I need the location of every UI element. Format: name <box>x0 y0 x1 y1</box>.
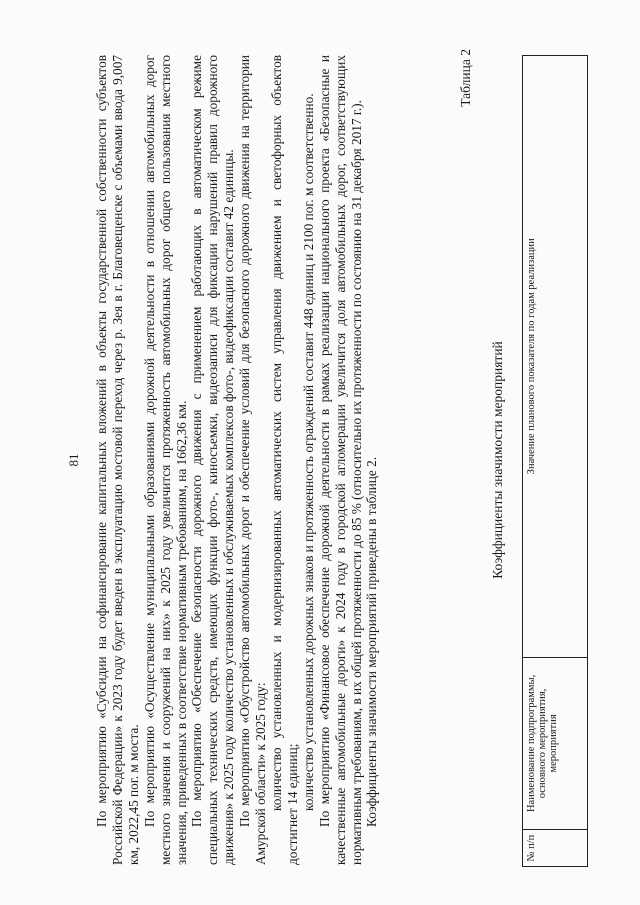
coefficients-table <box>522 55 588 867</box>
paragraph: По мероприятию «Субсидии на софинансирование капитальных вложений в объекты государственной собственности субъектов Российской Федерации» к 2023 году будет введен в эксплуатацию мостовой переход через р. Зея в г. Благовещенске с объемами ввода 9,007 км, 2022,45 пог. м моста. <box>94 55 141 865</box>
body-text <box>94 55 380 865</box>
paragraph: По мероприятию «Финансовое обеспечение дорожной деятельности в рамках реализации национального проекта «Безопасные и качественные автомобильные дороги» к 2024 году в городской агломерации увеличится доля автомобильных дорог, соответствующих нормативным требованиям, в их общей протяженности до 85 % (относительно их протяженности по состоянию на 31 декабря 2017 г.). <box>316 55 364 865</box>
paragraph: По мероприятию «Осуществление муниципальными образованиями дорожной деятельности в отношении автомобильных дорог местного значения и сооружений на них» к 2025 году увеличится протяженность автомобильных дорог общего пользования местного значения, приведенных в соответствие нормативным требованиям, на 1662,36 км. <box>141 55 189 865</box>
paragraph: Коэффициенты значимости мероприятий приведены в таблице 2. <box>364 456 380 827</box>
paragraph: количество установленных и модернизированных автоматических систем управления движением и светофорных объектов достигнет 14 единиц; <box>268 55 300 865</box>
table-header-row <box>523 56 588 867</box>
paragraph: По мероприятию «Обустройство автомобильных дорог и обеспечение условий для безопасного дорожного движения на территории Амурской области» к 2025 году: <box>237 55 269 865</box>
page-number: 81 <box>66 453 81 467</box>
paragraph: количество установленных дорожных знаков и протяженность ограждений составит 448 единиц и 2100 пог. м соответственно. <box>300 93 316 811</box>
paragraph: По мероприятию «Обеспечение безопасности дорожного движения с применением работающих в автоматическом режиме специальных технических средств, имеющих функции фото-, киносъемки, видеозаписи для фиксации нарушений правил дорожного движения» к 2025 году количество установленных и обслуживаемых комплексов фото-, видеофиксации составит 42 единицы. <box>189 55 237 865</box>
table-label: Таблица 2 <box>458 49 473 107</box>
col-header-number: № п/п <box>523 830 588 867</box>
col-header-values: Значение планового показателя по годам реализации <box>523 56 588 658</box>
table-title: Коэффициенты значимости мероприятий <box>490 341 505 579</box>
col-header-name: Наименование подпрограммы, основного мероприятия, мероприятия <box>523 657 588 830</box>
rotated-content <box>60 35 620 885</box>
